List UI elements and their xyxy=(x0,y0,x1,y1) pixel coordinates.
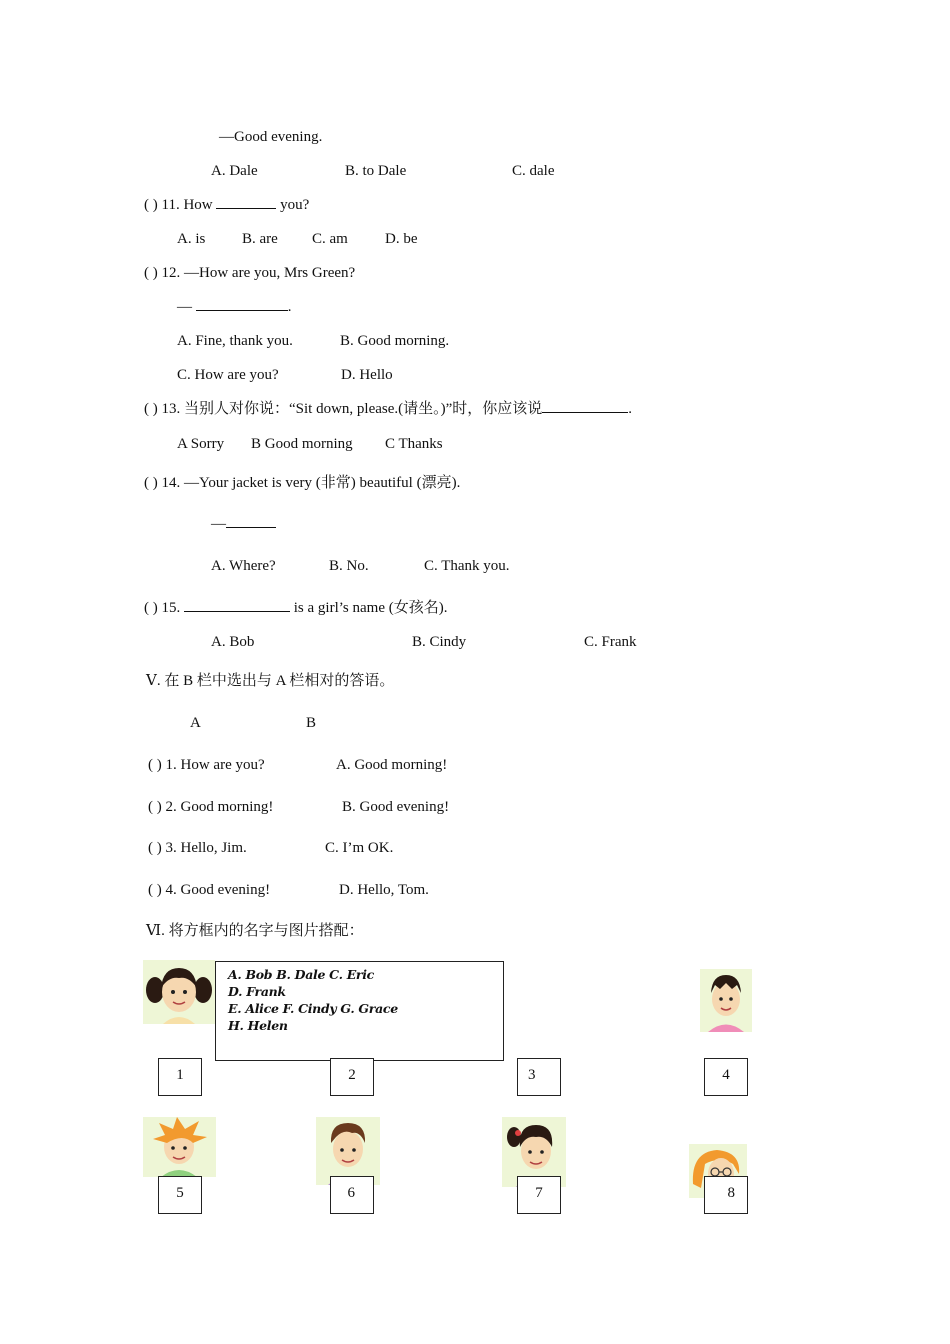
boy-spiky-orange-hair-picture xyxy=(143,1117,216,1177)
answer-paren: ( ) xyxy=(148,882,162,898)
section-6-title: Ⅵ. 将方框内的名字与图片搭配： xyxy=(146,923,364,939)
names-line-3: E. Alice F. Cindy G. Grace xyxy=(228,1001,398,1016)
answer-blank[interactable] xyxy=(184,611,290,612)
match-row-b: C. I’m OK. xyxy=(325,840,394,856)
q10-option-b: B. to Dale xyxy=(345,163,407,179)
q14-option-a: A. Where? xyxy=(211,558,276,574)
q14-question: ( ) 14. —Your jacket is very (非常) beautiful (漂亮). xyxy=(144,475,461,491)
match-row-b: B. Good evening! xyxy=(342,799,450,815)
q11-option-c: C. am xyxy=(312,231,348,247)
names-line-2: D. Frank xyxy=(228,984,286,999)
q13-option-a: A Sorry xyxy=(177,436,225,452)
q13-option-c: C Thanks xyxy=(385,436,443,452)
q11-question: ( ) 11. How you? xyxy=(144,197,310,213)
q14-reply: — xyxy=(211,515,276,533)
answer-blank[interactable] xyxy=(226,527,276,528)
q14-option-b: B. No. xyxy=(329,558,369,574)
picture-number-box-2: 2 xyxy=(330,1058,374,1096)
q15-question: ( ) 15. is a girl’s name (女孩名). xyxy=(144,600,448,616)
q10-reply: —Good evening. xyxy=(219,129,323,145)
girl-pigtails-picture xyxy=(143,960,215,1024)
q12-option-d: D. Hello xyxy=(341,367,393,383)
q14-option-c: C. Thank you. xyxy=(424,558,510,574)
answer-blank[interactable] xyxy=(196,310,288,311)
picture-number-box-8: 8 xyxy=(704,1176,748,1214)
answer-blank[interactable] xyxy=(216,208,276,209)
q11-option-d: D. be xyxy=(385,231,418,247)
section-5-title: Ⅴ. 在 B 栏中选出与 A 栏相对的答语。 xyxy=(146,673,395,689)
boy-dark-hair-picture xyxy=(700,969,752,1032)
q12-option-a: A. Fine, thank you. xyxy=(177,333,293,349)
picture-number-box-7: 7 xyxy=(517,1176,561,1214)
picture-number-box-3: 3 xyxy=(517,1058,561,1096)
answer-paren: ( ) xyxy=(144,600,158,616)
match-row-b: D. Hello, Tom. xyxy=(339,882,429,898)
answer-paren: ( ) xyxy=(144,197,158,213)
match-row-a: ( ) 1. How are you? xyxy=(148,757,265,773)
q15-option-a: A. Bob xyxy=(211,634,255,650)
q12-reply: — . xyxy=(177,299,292,315)
boy-brown-hair-picture xyxy=(316,1117,380,1185)
picture-number-box-6: 6 xyxy=(330,1176,374,1214)
answer-paren: ( ) xyxy=(148,757,162,773)
q11-option-b: B. are xyxy=(242,231,278,247)
match-row-a: ( ) 2. Good morning! xyxy=(148,799,274,815)
q11-option-a: A. is xyxy=(177,231,206,247)
picture-number-box-4: 4 xyxy=(704,1058,748,1096)
answer-paren: ( ) xyxy=(144,401,158,417)
answer-paren: ( ) xyxy=(148,840,162,856)
names-line-4: H. Helen xyxy=(228,1018,288,1033)
q13-question: ( ) 13. 当别人对你说：“Sit down, please.(请坐。)”时，你应该说 . xyxy=(144,401,633,417)
match-row-a: ( ) 4. Good evening! xyxy=(148,882,271,898)
names-line-1: A. Bob B. Dale C. Eric xyxy=(228,967,374,982)
answer-paren: ( ) xyxy=(144,265,158,281)
answer-paren: ( ) xyxy=(144,475,158,491)
picture-number-box-5: 5 xyxy=(158,1176,202,1214)
picture-number-box-1: 1 xyxy=(158,1058,202,1096)
q12-question: ( ) 12. —How are you, Mrs Green? xyxy=(144,265,356,281)
q15-option-b: B. Cindy xyxy=(412,634,467,650)
match-row-a: ( ) 3. Hello, Jim. xyxy=(148,840,247,856)
answer-paren: ( ) xyxy=(148,799,162,815)
q10-option-c: C. dale xyxy=(512,163,555,179)
column-a-header: A xyxy=(190,715,201,731)
q12-option-c: C. How are you? xyxy=(177,367,279,383)
q15-option-c: C. Frank xyxy=(584,634,637,650)
q12-option-b: B. Good morning. xyxy=(340,333,450,349)
match-row-b: A. Good morning! xyxy=(336,757,448,773)
answer-blank[interactable] xyxy=(542,412,628,413)
q10-option-a: A. Dale xyxy=(211,163,258,179)
q13-option-b: B Good morning xyxy=(251,436,353,452)
column-b-header: B xyxy=(306,715,317,731)
